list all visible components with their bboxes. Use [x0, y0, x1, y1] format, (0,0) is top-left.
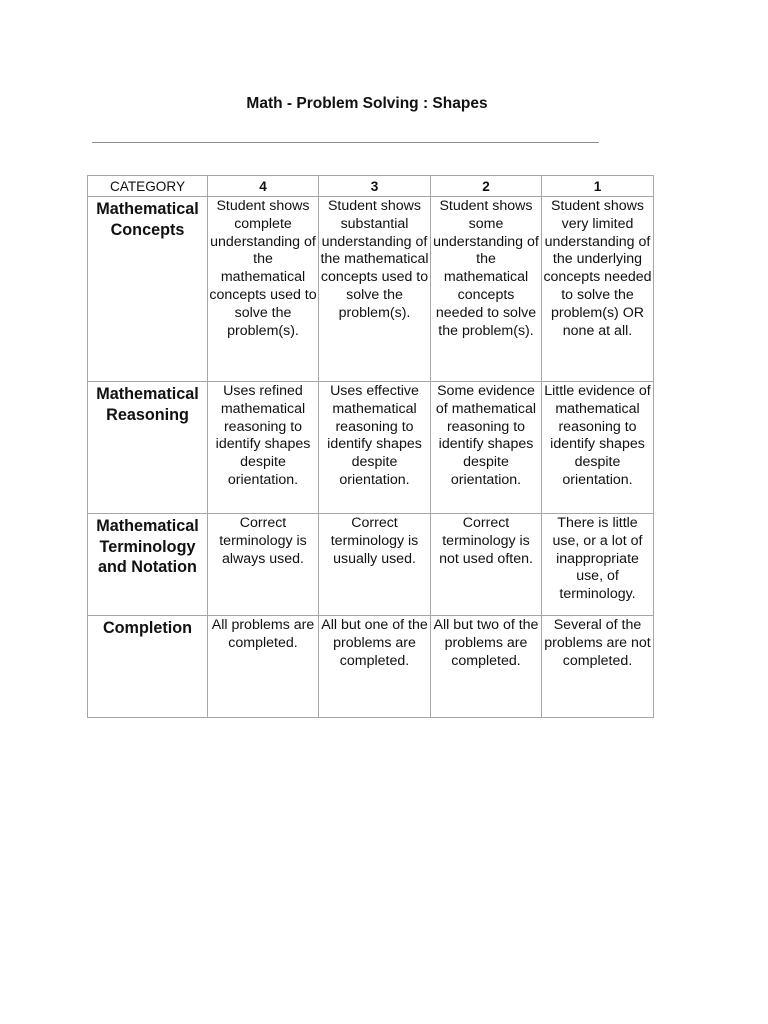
criteria-cell: Some evidence of mathematical reasoning to identify shapes despite orientation.: [431, 382, 542, 514]
header-score-2: 2: [431, 176, 542, 197]
table-row: [88, 197, 654, 382]
category-cell: Mathematical Terminology and Notation: [88, 514, 208, 616]
criteria-cell: All but one of the problems are completed.: [319, 616, 431, 718]
criteria-cell: All but two of the problems are completed.: [431, 616, 542, 718]
header-score-4: 4: [208, 176, 319, 197]
rubric-table: [87, 175, 654, 718]
criteria-cell: Student shows substantial understanding of the mathematical concepts used to solve the problem(s).: [319, 197, 431, 382]
criteria-cell: Correct terminology is usually used.: [319, 514, 431, 616]
criteria-cell: Correct terminology is not used often.: [431, 514, 542, 616]
header-row: [88, 176, 654, 197]
criteria-cell: Student shows some understanding of the mathematical concepts needed to solve the problem(s).: [431, 197, 542, 382]
header-score-1: 1: [542, 176, 654, 197]
table-row: [88, 616, 654, 718]
header-category: CATEGORY: [88, 176, 208, 197]
page-title: Math - Problem Solving : Shapes: [246, 95, 488, 112]
criteria-cell: Little evidence of mathematical reasoning to identify shapes despite orientation.: [542, 382, 654, 514]
criteria-cell: Uses effective mathematical reasoning to identify shapes despite orientation.: [319, 382, 431, 514]
table-row: [88, 514, 654, 616]
criteria-cell: Correct terminology is always used.: [208, 514, 319, 616]
criteria-cell: There is little use, or a lot of inappropriate use, of terminology.: [542, 514, 654, 616]
header-score-3: 3: [319, 176, 431, 197]
table-row: [88, 382, 654, 514]
category-cell: Mathematical Concepts: [88, 197, 208, 382]
criteria-cell: Uses refined mathematical reasoning to identify shapes despite orientation.: [208, 382, 319, 514]
criteria-cell: Student shows complete understanding of the mathematical concepts used to solve the problem(s).: [208, 197, 319, 382]
category-cell: Mathematical Reasoning: [88, 382, 208, 514]
category-cell: Completion: [88, 616, 208, 718]
title-underline: [92, 142, 599, 143]
criteria-cell: Several of the problems are not completed.: [542, 616, 654, 718]
criteria-cell: All problems are completed.: [208, 616, 319, 718]
criteria-cell: Student shows very limited understanding of the underlying concepts needed to solve the problem(s) OR none at all.: [542, 197, 654, 382]
